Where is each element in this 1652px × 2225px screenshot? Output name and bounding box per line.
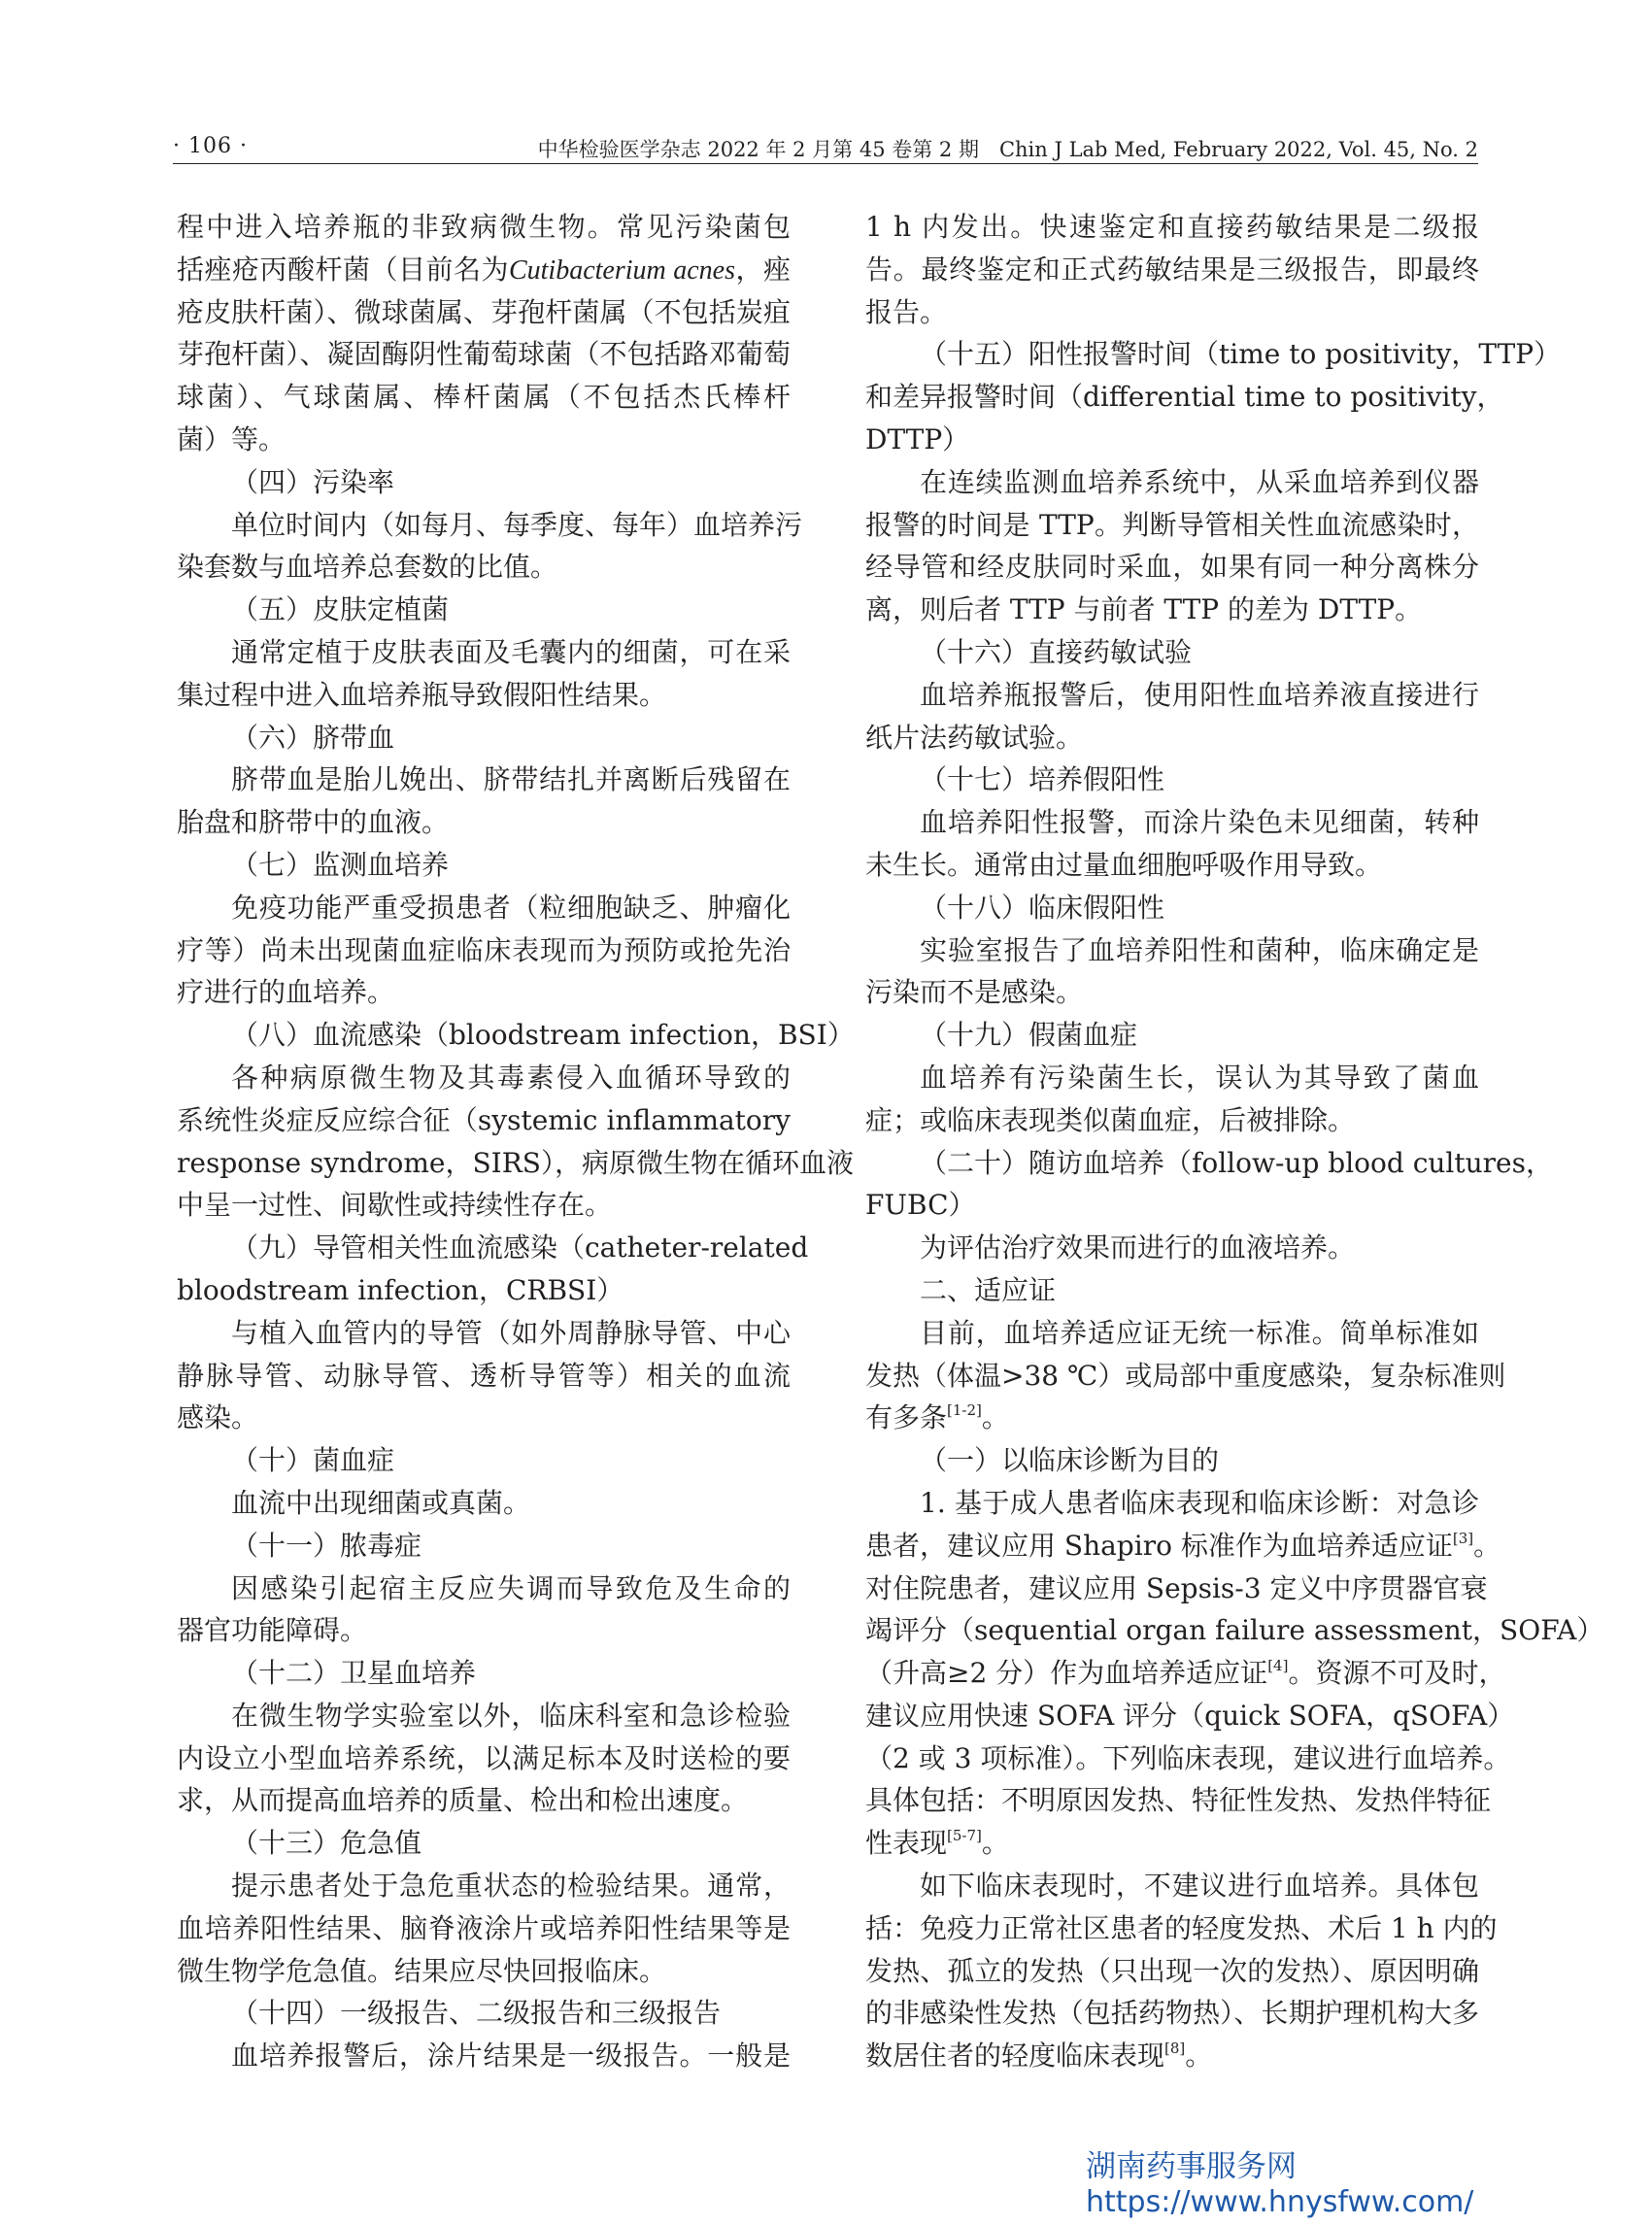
- text-line: 括：免疫力正常社区患者的轻度发热、术后 1 h 内的: [865, 1911, 1498, 1944]
- section-heading: （十一）脓毒症: [231, 1529, 422, 1562]
- text-line: 内设立小型血培养系统，以满足标本及时送检的要: [177, 1741, 791, 1774]
- section-heading: （十二）卫星血培养: [231, 1657, 477, 1690]
- text-line: 血培养阳性报警，而涂片染色未见细菌，转种: [920, 806, 1479, 839]
- text-line: 静脉导管、动脉导管、透析导管等）相关的血流: [177, 1359, 791, 1392]
- text-line: 求，从而提高血培养的质量、检出和检出速度。: [177, 1784, 749, 1817]
- text-line: 菌）等。: [177, 422, 287, 455]
- text-line: 提示患者处于急危重状态的检验结果。通常，: [231, 1870, 791, 1903]
- text-line: 症；或临床表现类似菌血症，后被排除。: [865, 1103, 1356, 1136]
- section-heading: （十七）培养假阳性: [920, 763, 1165, 796]
- text-line: 系统性炎症反应综合征（systemic inflammatory: [177, 1103, 791, 1136]
- text-line: 血培养有污染菌生长，误认为其导致了菌血: [920, 1061, 1479, 1094]
- text-line: 实验室报告了血培养阳性和菌种，临床确定是: [920, 933, 1479, 966]
- section-heading: （六）脐带血: [231, 721, 395, 754]
- text-line: 性表现[5-7]。: [865, 1827, 1009, 1860]
- text-line: 血流中出现细菌或真菌。: [231, 1486, 531, 1519]
- text-line: （2 或 3 项标准）。下列临床表现，建议进行血培养。: [865, 1741, 1511, 1774]
- text-line: 目前，血培养适应证无统一标准。简单标准如: [920, 1316, 1479, 1349]
- text-line: 数居住者的轻度临床表现[8]。: [865, 2040, 1213, 2073]
- text-line: 疗进行的血培养。: [177, 976, 395, 1009]
- text-line: 在连续监测血培养系统中，从采血培养到仪器: [920, 465, 1479, 498]
- section-heading: 二、适应证: [920, 1273, 1057, 1306]
- section-heading: （四）污染率: [231, 465, 395, 498]
- text-line: 的非感染性发热（包括药物热）、长期护理机构大多: [865, 1997, 1479, 2030]
- text-line: 集过程中进入血培养瓶导致假阳性结果。: [177, 678, 667, 711]
- text-line: 如下临床表现时，不建议进行血培养。具体包: [920, 1870, 1479, 1903]
- text-line: 染套数与血培养总套数的比值。: [177, 551, 558, 584]
- text-line: 1 h 内发出。快速鉴定和直接药敏结果是二级报: [865, 211, 1479, 243]
- section-heading: FUBC）: [865, 1189, 976, 1222]
- text-line: 血培养瓶报警后，使用阳性血培养液直接进行: [920, 678, 1479, 711]
- text-line: 建议应用快速 SOFA 评分（quick SOFA，qSOFA）: [865, 1699, 1515, 1732]
- citation: [5-7]: [947, 1827, 982, 1845]
- citation: [8]: [1164, 2040, 1186, 2058]
- text-line: 为评估治疗效果而进行的血液培养。: [920, 1231, 1356, 1264]
- text-line: bloodstream infection，CRBSI）: [177, 1273, 624, 1306]
- text-line: 球菌）、气球菌属、棒杆菌属（不包括杰氏棒杆: [177, 381, 791, 414]
- text-line: 程中进入培养瓶的非致病微生物。常见污染菌包: [177, 211, 791, 243]
- section-heading: （五）皮肤定植菌: [231, 593, 450, 626]
- text-line: 括痤疮丙酸杆菌（目前名为Cutibacterium acnes，痤: [177, 253, 791, 286]
- section-heading: （一）以临床诊断为目的: [920, 1444, 1220, 1477]
- watermark-name: 湖南药事服务网: [1086, 2149, 1297, 2184]
- text-line: 血培养阳性结果、脑脊液涂片或培养阳性结果等是: [177, 1911, 791, 1944]
- right-column: [865, 206, 1604, 2077]
- left-column: [177, 206, 855, 2077]
- text-line: response syndrome，SIRS），病原微生物在循环血液: [177, 1146, 854, 1179]
- citation: [3]: [1452, 1529, 1474, 1547]
- section-heading: （十四）一级报告、二级报告和三级报告: [231, 1997, 722, 2030]
- text-line: 免疫功能严重受损患者（粒细胞缺乏、肿瘤化: [231, 891, 791, 924]
- text-line: 对住院患者，建议应用 Sepsis-3 定义中序贯器官衰: [865, 1571, 1488, 1604]
- section-heading: （十九）假菌血症: [920, 1019, 1138, 1052]
- text-line: 纸片法药敏试验。: [865, 721, 1084, 754]
- text-line: 疮皮肤杆菌）、微球菌属、芽孢杆菌属（不包括炭疽: [177, 295, 791, 328]
- text-line: 具体包括：不明原因发热、特征性发热、发热伴特征: [865, 1784, 1492, 1817]
- section-heading: （七）监测血培养: [231, 848, 450, 881]
- section-heading: （十）菌血症: [231, 1444, 395, 1477]
- text-line: 发热、孤立的发热（只出现一次的发热）、原因明确: [865, 1954, 1479, 1987]
- page-number: · 106 ·: [173, 134, 248, 158]
- page-header: [173, 130, 1478, 164]
- section-heading: DTTP）: [865, 422, 970, 455]
- text-line: 经导管和经皮肤同时采血，如果有同一种分离株分: [865, 551, 1479, 584]
- text-line: 微生物学危急值。结果应尽快回报临床。: [177, 1954, 667, 1987]
- journal-citation: 中华检验医学杂志 2022 年 2 月第 45 卷第 2 期 Chin J Lab Med, February 2022, Vol. 45, No. 2: [537, 138, 1478, 161]
- section-heading: （二十）随访血培养（follow-up blood cultures，: [920, 1146, 1553, 1179]
- watermark: [1086, 2148, 1513, 2220]
- citation: [4]: [1267, 1657, 1289, 1675]
- text-line: 与植入血管内的导管（如外周静脉导管、中心: [231, 1316, 791, 1349]
- text-line: 芽孢杆菌）、凝固酶阴性葡萄球菌（不包括路邓葡萄: [177, 338, 791, 371]
- text-line: （升高≥2 分）作为血培养适应证[4]。资源不可及时，: [865, 1657, 1506, 1690]
- text-line: 各种病原微生物及其毒素侵入血循环导致的: [231, 1061, 791, 1094]
- section-heading: （十六）直接药敏试验: [920, 635, 1193, 668]
- text-line: 因感染引起宿主反应失调而导致危及生命的: [231, 1571, 791, 1604]
- text-line: 未生长。通常由过量血细胞呼吸作用导致。: [865, 848, 1383, 881]
- section-heading: 和差异报警时间（differential time to positivity，: [865, 381, 1504, 414]
- text-line: 感染。: [177, 1401, 259, 1434]
- text-line: 1. 基于成人患者临床表现和临床诊断：对急诊: [920, 1486, 1479, 1519]
- section-heading: （十八）临床假阳性: [920, 891, 1165, 924]
- text-line: 告。最终鉴定和正式药敏结果是三级报告，即最终: [865, 253, 1479, 286]
- text-line: 脐带血是胎儿娩出、脐带结扎并离断后残留在: [231, 763, 791, 796]
- text-line: 报告。: [865, 295, 948, 328]
- text-line: 器官功能障碍。: [177, 1614, 368, 1647]
- text-line: 在微生物学实验室以外，临床科室和急诊检验: [231, 1699, 791, 1732]
- citation: [1-2]: [947, 1401, 982, 1420]
- text-line: 污染而不是感染。: [865, 976, 1084, 1009]
- species-name: Cutibacterium acnes: [508, 254, 735, 286]
- text-line: 中呈一过性、间歇性或持续性存在。: [177, 1189, 613, 1222]
- section-heading: （八）血流感染（bloodstream infection，BSI）: [231, 1019, 855, 1052]
- section-heading: （十五）阳性报警时间（time to positivity，TTP）: [920, 338, 1562, 371]
- section-heading: （十三）危急值: [231, 1827, 422, 1860]
- text-line: 有多条[1-2]。: [865, 1401, 1009, 1434]
- text-line: 报警的时间是 TTP。判断导管相关性血流感染时，: [865, 508, 1479, 541]
- text-line: 血培养报警后，涂片结果是一级报告。一般是: [231, 2040, 791, 2073]
- text-line: 单位时间内（如每月、每季度、每年）血培养污: [231, 508, 803, 541]
- watermark-url[interactable]: https://www.hnysfww.com/: [1086, 2185, 1474, 2219]
- text-line: 疗等）尚未出现菌血症临床表现而为预防或抢先治: [177, 933, 791, 966]
- text-line: 离，则后者 TTP 与前者 TTP 的差为 DTTP。: [865, 593, 1423, 626]
- text-line: 胎盘和脐带中的血液。: [177, 806, 450, 839]
- section-heading: （九）导管相关性血流感染（catheter-related: [231, 1231, 809, 1264]
- text-line: 患者，建议应用 Shapiro 标准作为血培养适应证[3]。: [865, 1529, 1501, 1562]
- text-line: 竭评分（sequential organ failure assessment，SOFA）: [865, 1614, 1604, 1647]
- text-line: 通常定植于皮肤表面及毛囊内的细菌，可在采: [231, 635, 791, 668]
- text-line: 发热（体温>38 ℃）或局部中重度感染，复杂标准则: [865, 1359, 1506, 1392]
